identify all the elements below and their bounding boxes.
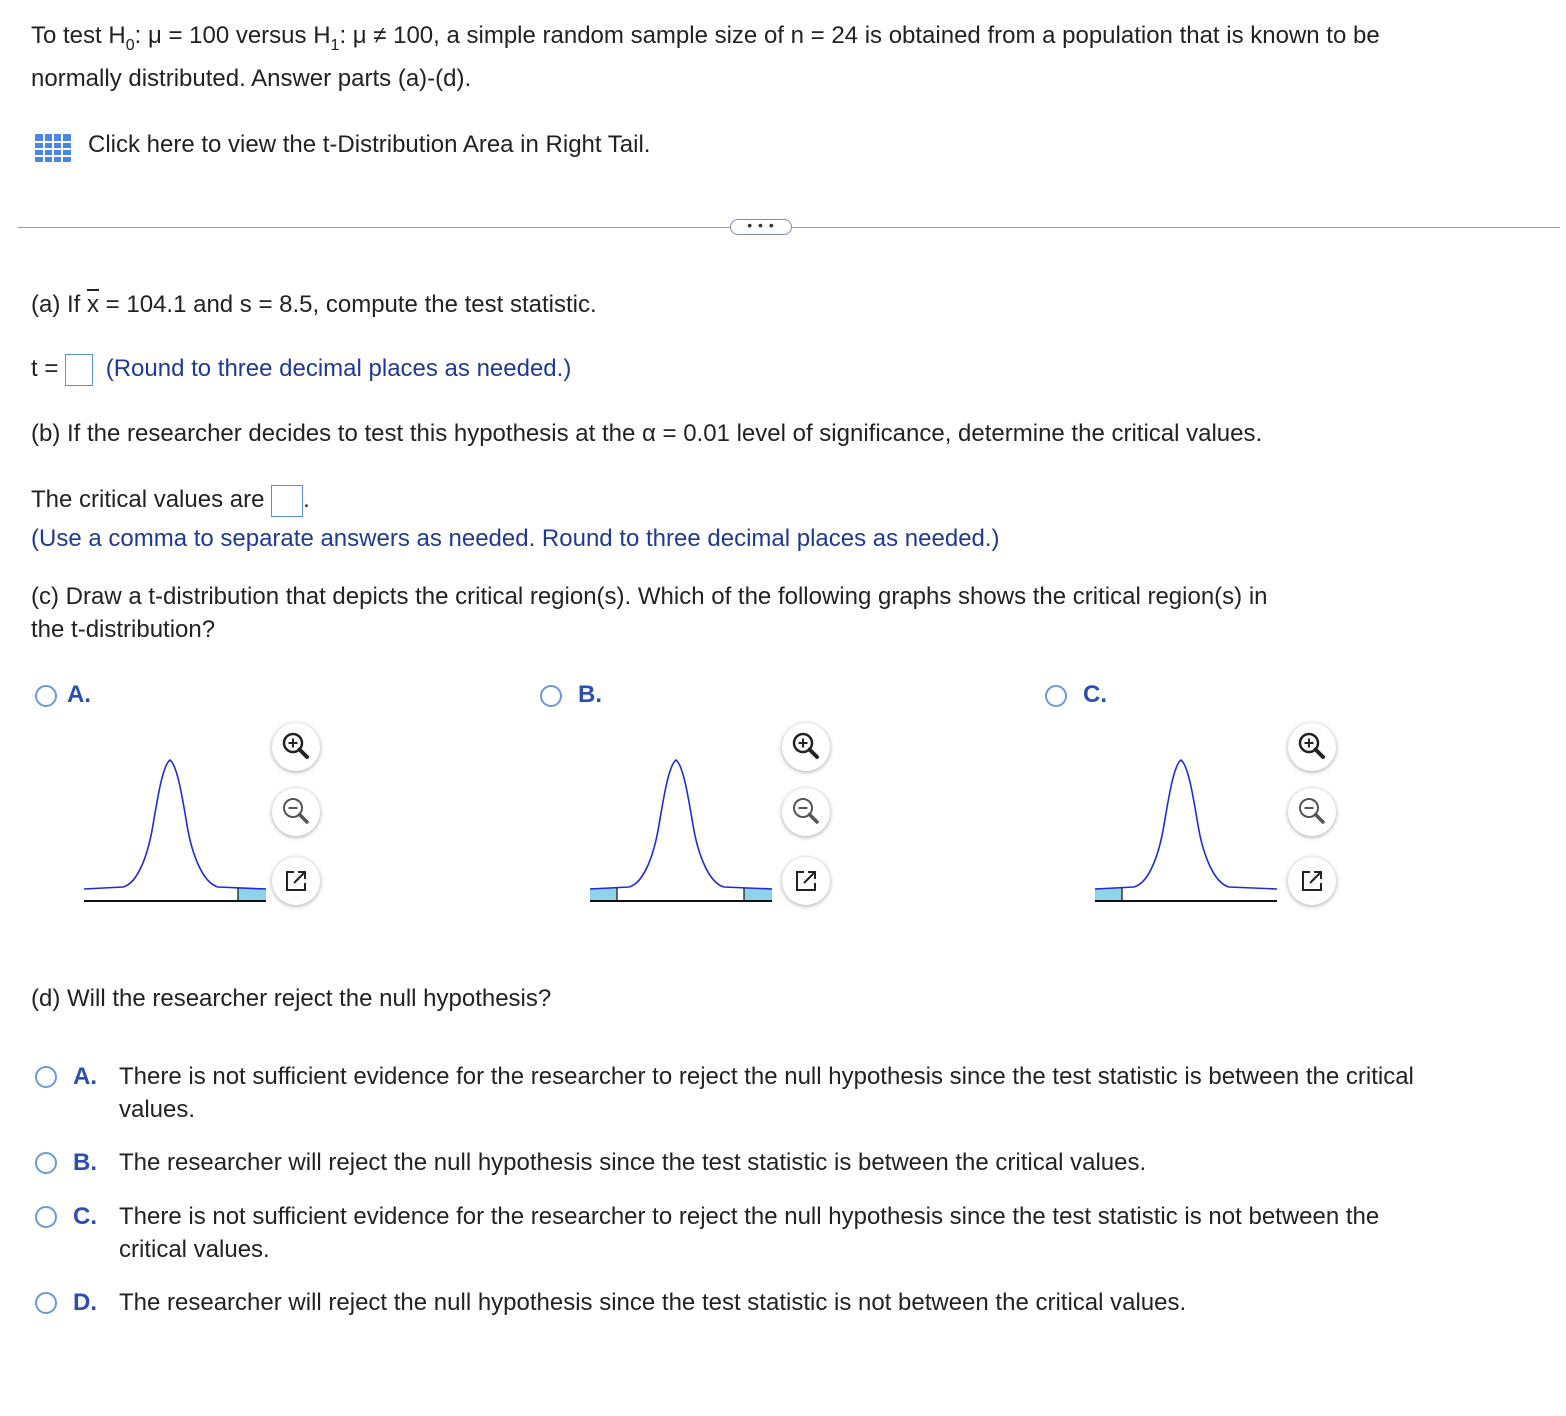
- part-c-option-b-zoom-out-button[interactable]: [782, 788, 830, 836]
- part-b-prompt: (b) If the researcher decides to test this hypothesis at the α = 0.01 level of significance, determine the critical values.: [31, 420, 1263, 447]
- part-c-option-c-zoom-in-button[interactable]: [1288, 723, 1336, 771]
- part-d-option-a-radio[interactable]: [35, 1066, 57, 1088]
- zoom-out-icon: [1288, 788, 1336, 836]
- part-d-option-b-letter[interactable]: B.: [73, 1149, 97, 1176]
- popout-icon: [272, 857, 320, 905]
- part-c-option-b-zoom-in-button[interactable]: [782, 723, 830, 771]
- shade-left: [1095, 888, 1122, 901]
- part-c-option-c-popout-button[interactable]: [1288, 857, 1336, 905]
- part-d-option-c-text-line2[interactable]: critical values.: [119, 1236, 270, 1263]
- part-a-hint: (Round to three decimal places as needed.): [105, 355, 572, 382]
- curve: [84, 760, 266, 889]
- curve: [1095, 760, 1277, 889]
- part-c-option-a-zoom-out-button[interactable]: [272, 788, 320, 836]
- part-c-option-c-label[interactable]: C.: [1083, 681, 1107, 708]
- part-c-option-c-graph: [1094, 755, 1280, 910]
- critical-values-input[interactable]: [271, 485, 303, 517]
- part-d-option-a-letter[interactable]: A.: [73, 1063, 97, 1090]
- zoom-out-icon: [782, 788, 830, 836]
- t-statistic-input[interactable]: [65, 354, 93, 386]
- table-link-icon[interactable]: [33, 132, 73, 164]
- part-a-prompt: (a) If $\overline{x} = 104.1$ and s = 8.5, compute the test statistic.: [31, 291, 597, 318]
- shade-right: [238, 888, 266, 901]
- part-c-option-b-label[interactable]: B.: [578, 681, 602, 708]
- t-label: t =: [31, 355, 59, 382]
- zoom-in-icon: [1288, 723, 1336, 771]
- part-d-option-d-letter[interactable]: D.: [73, 1289, 97, 1316]
- part-c-option-b-graph: [589, 755, 775, 910]
- part-d-option-b-radio[interactable]: [35, 1152, 57, 1174]
- shade-right: [744, 888, 772, 901]
- part-a-answer-row: [31, 352, 571, 386]
- part-c-option-c-zoom-out-button[interactable]: [1288, 788, 1336, 836]
- part-b-answer-row: The critical values are .: [31, 483, 310, 517]
- zoom-in-icon: [272, 723, 320, 771]
- part-c-prompt-line2: the t-distribution?: [31, 616, 216, 643]
- part-b-hint: (Use a comma to separate answers as needed. Round to three decimal places as needed.): [31, 525, 1000, 552]
- problem-statement-line2: normally distributed. Answer parts (a)-(d).: [31, 65, 472, 92]
- part-c-option-a-graph: [83, 755, 269, 910]
- part-c-prompt-line1: (c) Draw a t-distribution that depicts the critical region(s). Which of the following graphs shows the critical region(s) in: [31, 583, 1268, 610]
- part-c-option-a-popout-button[interactable]: [272, 857, 320, 905]
- more-button[interactable]: • • •: [730, 219, 792, 235]
- table-link[interactable]: Click here to view the t-Distribution Area in Right Tail.: [88, 131, 651, 158]
- part-c-option-a-radio[interactable]: [35, 685, 57, 707]
- part-d-option-d-radio[interactable]: [35, 1292, 57, 1314]
- part-c-option-b-radio[interactable]: [540, 685, 562, 707]
- critical-values-label: The critical values are: [31, 486, 265, 513]
- part-d-option-c-radio[interactable]: [35, 1206, 57, 1228]
- part-c-option-a-label[interactable]: A.: [67, 681, 91, 708]
- part-d-option-a-text-line1[interactable]: There is not sufficient evidence for the researcher to reject the null hypothesis since the test statistic is between the critical: [119, 1063, 1414, 1090]
- shade-left: [590, 888, 617, 901]
- part-d-option-a-text-line2[interactable]: values.: [119, 1096, 196, 1123]
- popout-icon: [782, 857, 830, 905]
- zoom-in-icon: [782, 723, 830, 771]
- part-d-option-b-text[interactable]: The researcher will reject the null hypothesis since the test statistic is between the critical values.: [119, 1149, 1147, 1176]
- part-c-option-b-popout-button[interactable]: [782, 857, 830, 905]
- part-d-option-d-text[interactable]: The researcher will reject the null hypothesis since the test statistic is not between the critical values.: [119, 1289, 1187, 1316]
- curve: [590, 760, 772, 889]
- zoom-out-icon: [272, 788, 320, 836]
- part-c-option-a-zoom-in-button[interactable]: [272, 723, 320, 771]
- problem-statement-line1: To test $H_0$: μ = 100 versus $H_1$: μ ≠ 100, a simple random sample size of n = 24 is obtained from a population that is known to be: [31, 22, 1380, 54]
- part-c-option-c-radio[interactable]: [1045, 685, 1067, 707]
- part-d-prompt: (d) Will the researcher reject the null hypothesis?: [31, 985, 552, 1012]
- popout-icon: [1288, 857, 1336, 905]
- part-d-option-c-text-line1[interactable]: There is not sufficient evidence for the researcher to reject the null hypothesis since the test statistic is not between the: [119, 1203, 1380, 1230]
- part-d-option-c-letter[interactable]: C.: [73, 1203, 97, 1230]
